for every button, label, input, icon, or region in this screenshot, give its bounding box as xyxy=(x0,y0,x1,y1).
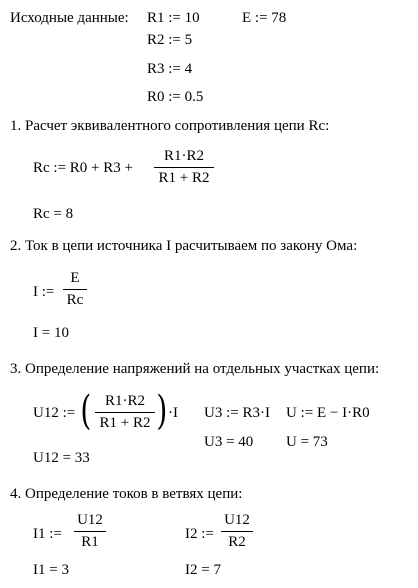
u12-denominator: R1 + R2 xyxy=(99,415,151,431)
section2-heading: 2. Ток в цепи источника I расчитываем по закону Ома: xyxy=(10,238,358,254)
r2-definition: R2 := 5 xyxy=(147,32,193,48)
i2-result: I2 = 7 xyxy=(185,562,221,578)
u12-fraction xyxy=(95,392,155,432)
i-denominator: Rc xyxy=(66,292,84,308)
i-result: I = 10 xyxy=(33,325,69,341)
e-definition: E := 78 xyxy=(242,10,287,26)
i1-fraction xyxy=(74,511,106,551)
section1-heading: 1. Расчет эквивалентного сопротивления цепи Rc: xyxy=(10,118,330,134)
i1-result: I1 = 3 xyxy=(33,562,69,578)
u-result: U = 73 xyxy=(286,434,328,450)
rc-numerator: R1·R2 xyxy=(163,148,204,164)
u12-result: U12 = 33 xyxy=(33,450,90,466)
i2-fraction xyxy=(221,511,253,551)
rc-denominator: R1 + R2 xyxy=(158,170,210,186)
i1-fraction-bar xyxy=(74,531,106,532)
input-label: Исходные данные: xyxy=(10,10,129,26)
i-numerator: E xyxy=(70,270,80,286)
i2-fraction-bar xyxy=(221,531,253,532)
u12-fraction-bar xyxy=(95,412,155,413)
u12-left-paren: ( xyxy=(80,388,92,434)
i-formula-lhs: I := xyxy=(33,284,55,300)
i2-numerator: U12 xyxy=(224,512,250,528)
section4-heading: 4. Определение токов в ветвях цепи: xyxy=(10,486,243,502)
rc-formula-lhs: Rc := R0 + R3 + xyxy=(33,160,133,176)
i1-numerator: U12 xyxy=(77,512,103,528)
i2-formula-lhs: I2 := xyxy=(185,526,214,542)
i-fraction xyxy=(63,269,87,309)
section3-heading: 3. Определение напряжений на отдельных участках цепи: xyxy=(10,361,380,377)
u12-right-paren: ) xyxy=(156,388,168,434)
r3-definition: R3 := 4 xyxy=(147,61,193,77)
u12-numerator: R1·R2 xyxy=(104,393,145,409)
i-fraction-bar xyxy=(63,289,87,290)
u-definition: U := E − I·R0 xyxy=(286,405,370,421)
i2-denominator: R2 xyxy=(228,534,246,550)
u3-definition: U3 := R3·I xyxy=(204,405,270,421)
u3-result: U3 = 40 xyxy=(204,434,254,450)
rc-fraction-bar xyxy=(154,167,214,168)
rc-fraction xyxy=(154,147,214,187)
u12-tail: ·I xyxy=(168,405,178,421)
r0-definition: R0 := 0.5 xyxy=(147,89,204,105)
u12-formula-lhs: U12 := xyxy=(33,405,76,421)
rc-result: Rc = 8 xyxy=(33,206,74,222)
i1-denominator: R1 xyxy=(81,534,99,550)
i1-formula-lhs: I1 := xyxy=(33,526,62,542)
r1-definition: R1 := 10 xyxy=(147,10,200,26)
